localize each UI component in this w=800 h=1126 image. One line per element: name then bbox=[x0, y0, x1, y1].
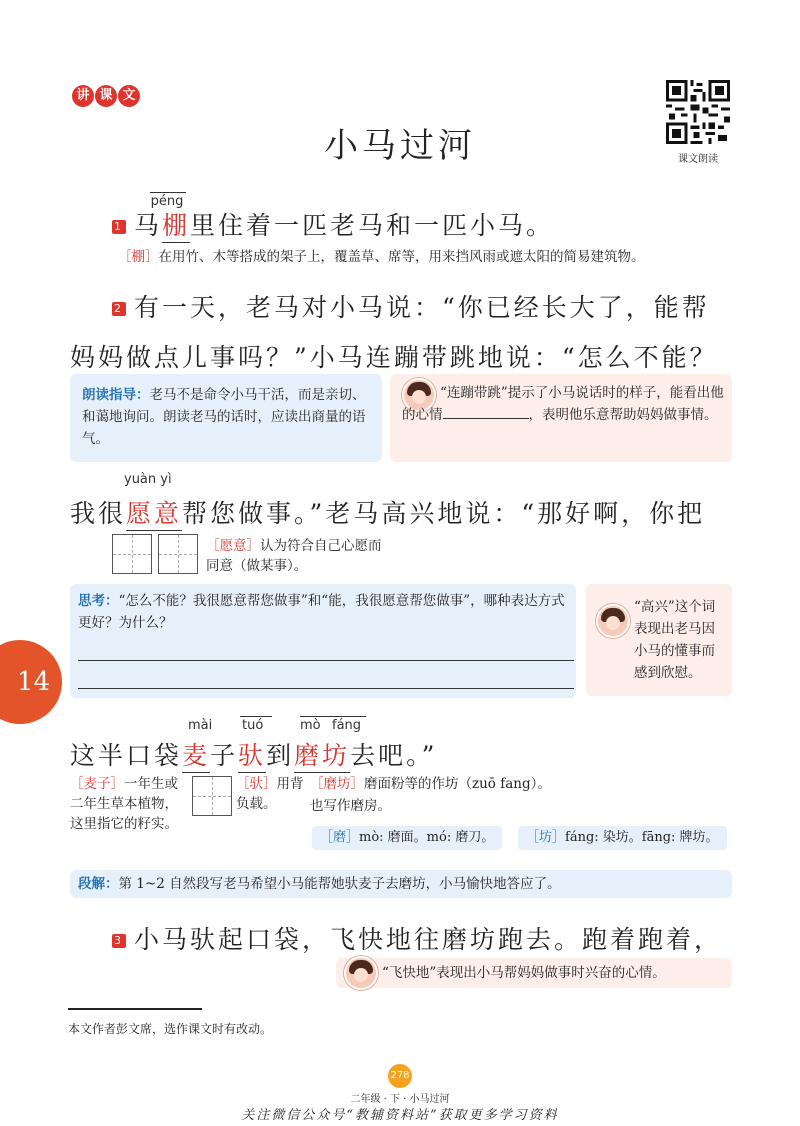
note-box-2 bbox=[586, 584, 732, 696]
pinyin-yuanyi: yuàn yì bbox=[124, 472, 172, 487]
badge-char: 课 bbox=[95, 85, 117, 107]
badge-char: 讲 bbox=[72, 85, 94, 107]
paragraph-2-line-2 bbox=[70, 338, 718, 375]
guide-text: 老马不是命令小马干活，而是亲切、和蔼地询问。朗读老马的话时，应读出商量的语气。 bbox=[82, 387, 366, 447]
gloss-tag: ［愿意］ bbox=[206, 538, 260, 554]
char-note-mo bbox=[312, 826, 502, 850]
writing-grid[interactable] bbox=[112, 534, 202, 574]
footer-ad: 关注微信公众号“教辅资料站”获取更多学习资料 bbox=[241, 1108, 559, 1123]
gloss-text: 认为符合自己心愿而同意（做某事）。 bbox=[206, 538, 382, 574]
gloss-text: 磨面粉等的作坊（zuō fang）。 bbox=[364, 776, 551, 792]
gloss-maizi bbox=[70, 774, 188, 834]
paragraph-number: 1 bbox=[114, 220, 124, 233]
paragraph-1 bbox=[112, 206, 554, 243]
text: 帮您做事。”老马高兴地说：“那好啊，你把 bbox=[182, 499, 706, 528]
text: ，表明他乐意帮助妈妈做事情。 bbox=[528, 407, 718, 423]
gloss-mofang bbox=[310, 774, 551, 794]
gloss-text: 在用竹、木等搭成的架子上，覆盖草、席等，用来挡风雨或遮太阳的简易建筑物。 bbox=[158, 249, 645, 265]
gloss-tag: ［麦子］ bbox=[70, 776, 124, 792]
summary-text: 第 1~2 自然段写老马希望小马能帮她驮麦子去磨坊，小马愉快地答应了。 bbox=[118, 876, 561, 892]
chapter-number-badge: 14 bbox=[0, 640, 62, 724]
key-word: 棚 bbox=[162, 206, 190, 243]
pinyin-mai: mài bbox=[188, 718, 213, 733]
pill-text: mò: 磨面。mó: 磨刀。 bbox=[359, 830, 495, 845]
text: “连蹦带跳”提示了小马说话时的样子，能看出他的心情 bbox=[402, 385, 724, 423]
think-box bbox=[70, 584, 576, 698]
pill-tag: ［坊］ bbox=[526, 830, 566, 845]
text: 子 bbox=[210, 741, 239, 770]
text: 马 bbox=[134, 211, 163, 240]
think-text bbox=[78, 590, 568, 634]
pill-tag: ［磨］ bbox=[320, 830, 360, 845]
text: 去吧。” bbox=[350, 741, 438, 770]
gloss-tag: ［棚］ bbox=[118, 249, 159, 265]
reading-guide-box bbox=[70, 374, 382, 462]
pinyin-peng: péng bbox=[150, 194, 184, 209]
gloss-tuo bbox=[236, 774, 304, 814]
writing-grid[interactable] bbox=[192, 776, 232, 816]
pinyin-bracket bbox=[150, 192, 186, 193]
footnote: 本文作者彭文席，选作课文时有改动。 bbox=[68, 1022, 273, 1036]
pinyin-bracket bbox=[240, 716, 272, 717]
paragraph-number: 2 bbox=[114, 302, 124, 315]
think-title: 思考： bbox=[78, 593, 119, 609]
summary-title: 段解： bbox=[78, 876, 119, 892]
text: 这半口袋 bbox=[70, 741, 183, 770]
page-info: 二年级 · 下 · 小马过河 bbox=[350, 1094, 450, 1105]
underlined-text: 点儿 bbox=[154, 338, 210, 375]
guide-title: 朗读指导： bbox=[82, 387, 150, 403]
paragraph-3 bbox=[112, 920, 722, 956]
key-word: 磨 bbox=[294, 736, 322, 773]
pinyin-fang: fáng bbox=[332, 718, 362, 733]
page-title: 小马过河 bbox=[324, 126, 476, 166]
note-text-3: “飞快地”表现出小马帮妈妈做事时兴奋的心情。 bbox=[382, 965, 666, 981]
note-text-2: “高兴”这个词表现出老马因小马的懂事而感到欣慰。 bbox=[634, 599, 716, 681]
answer-line[interactable] bbox=[78, 660, 574, 661]
text: 事吗？”小马连蹦带跳地说：“怎么不能？ bbox=[210, 343, 718, 372]
gloss-mofang-2: 也写作磨房。 bbox=[310, 798, 391, 814]
footnote-divider bbox=[68, 1008, 202, 1010]
gloss-text: 一年生或二年生草本植物，这里指它的籽实。 bbox=[70, 776, 178, 832]
page-number: 278 bbox=[388, 1064, 412, 1088]
qr-code-icon[interactable] bbox=[666, 80, 730, 144]
qr-label: 课文朗读 bbox=[678, 154, 718, 165]
paragraph-number: 3 bbox=[114, 934, 124, 947]
key-word: 愿意 bbox=[126, 494, 182, 531]
paragraph-2-line-1 bbox=[112, 288, 710, 324]
gloss-tag: ［驮］ bbox=[236, 776, 277, 792]
girl-avatar-icon bbox=[596, 604, 630, 638]
text: 小马驮起口袋，飞快地往磨坊跑去。跑着跑着， bbox=[134, 925, 723, 954]
pinyin-bracket bbox=[300, 716, 366, 717]
text: “怎么不能？我很愿意帮您做事”和“能，我很愿意帮您做事”，哪种表达方式更好？为什么？ bbox=[78, 593, 565, 631]
text: 有一天，老马对小马说：“你已经长大了，能帮 bbox=[134, 293, 710, 322]
pinyin-mo: mò bbox=[300, 718, 321, 733]
text: 我很 bbox=[70, 499, 127, 528]
paragraph-2-line-3 bbox=[70, 494, 705, 531]
lesson-badge bbox=[72, 84, 142, 108]
gloss-tag: ［磨坊］ bbox=[310, 776, 364, 792]
gloss-text: 用背负载。 bbox=[236, 776, 304, 812]
key-word: 麦 bbox=[182, 736, 210, 773]
pinyin-tuo: tuó bbox=[242, 718, 264, 733]
section-summary bbox=[70, 870, 732, 898]
paragraph-2-line-4 bbox=[70, 736, 437, 773]
pill-text: fáng: 染坊。fāng: 牌坊。 bbox=[565, 830, 719, 845]
gloss-peng bbox=[118, 247, 645, 267]
answer-line[interactable] bbox=[78, 688, 574, 689]
key-word: 驮 bbox=[238, 736, 266, 773]
note-box-3 bbox=[336, 958, 732, 988]
answer-blank[interactable] bbox=[443, 418, 529, 419]
badge-char: 文 bbox=[118, 85, 140, 107]
key-word: 坊 bbox=[322, 736, 350, 773]
note-box-1 bbox=[390, 374, 732, 462]
gloss-yuanyi bbox=[206, 536, 386, 576]
note-text-1 bbox=[402, 382, 724, 426]
char-note-fang bbox=[518, 826, 727, 850]
text: 到 bbox=[266, 741, 295, 770]
girl-avatar-icon bbox=[344, 956, 378, 990]
text: 里住着一匹老马和一匹小马。 bbox=[190, 211, 555, 240]
text: 妈妈做 bbox=[70, 343, 155, 372]
